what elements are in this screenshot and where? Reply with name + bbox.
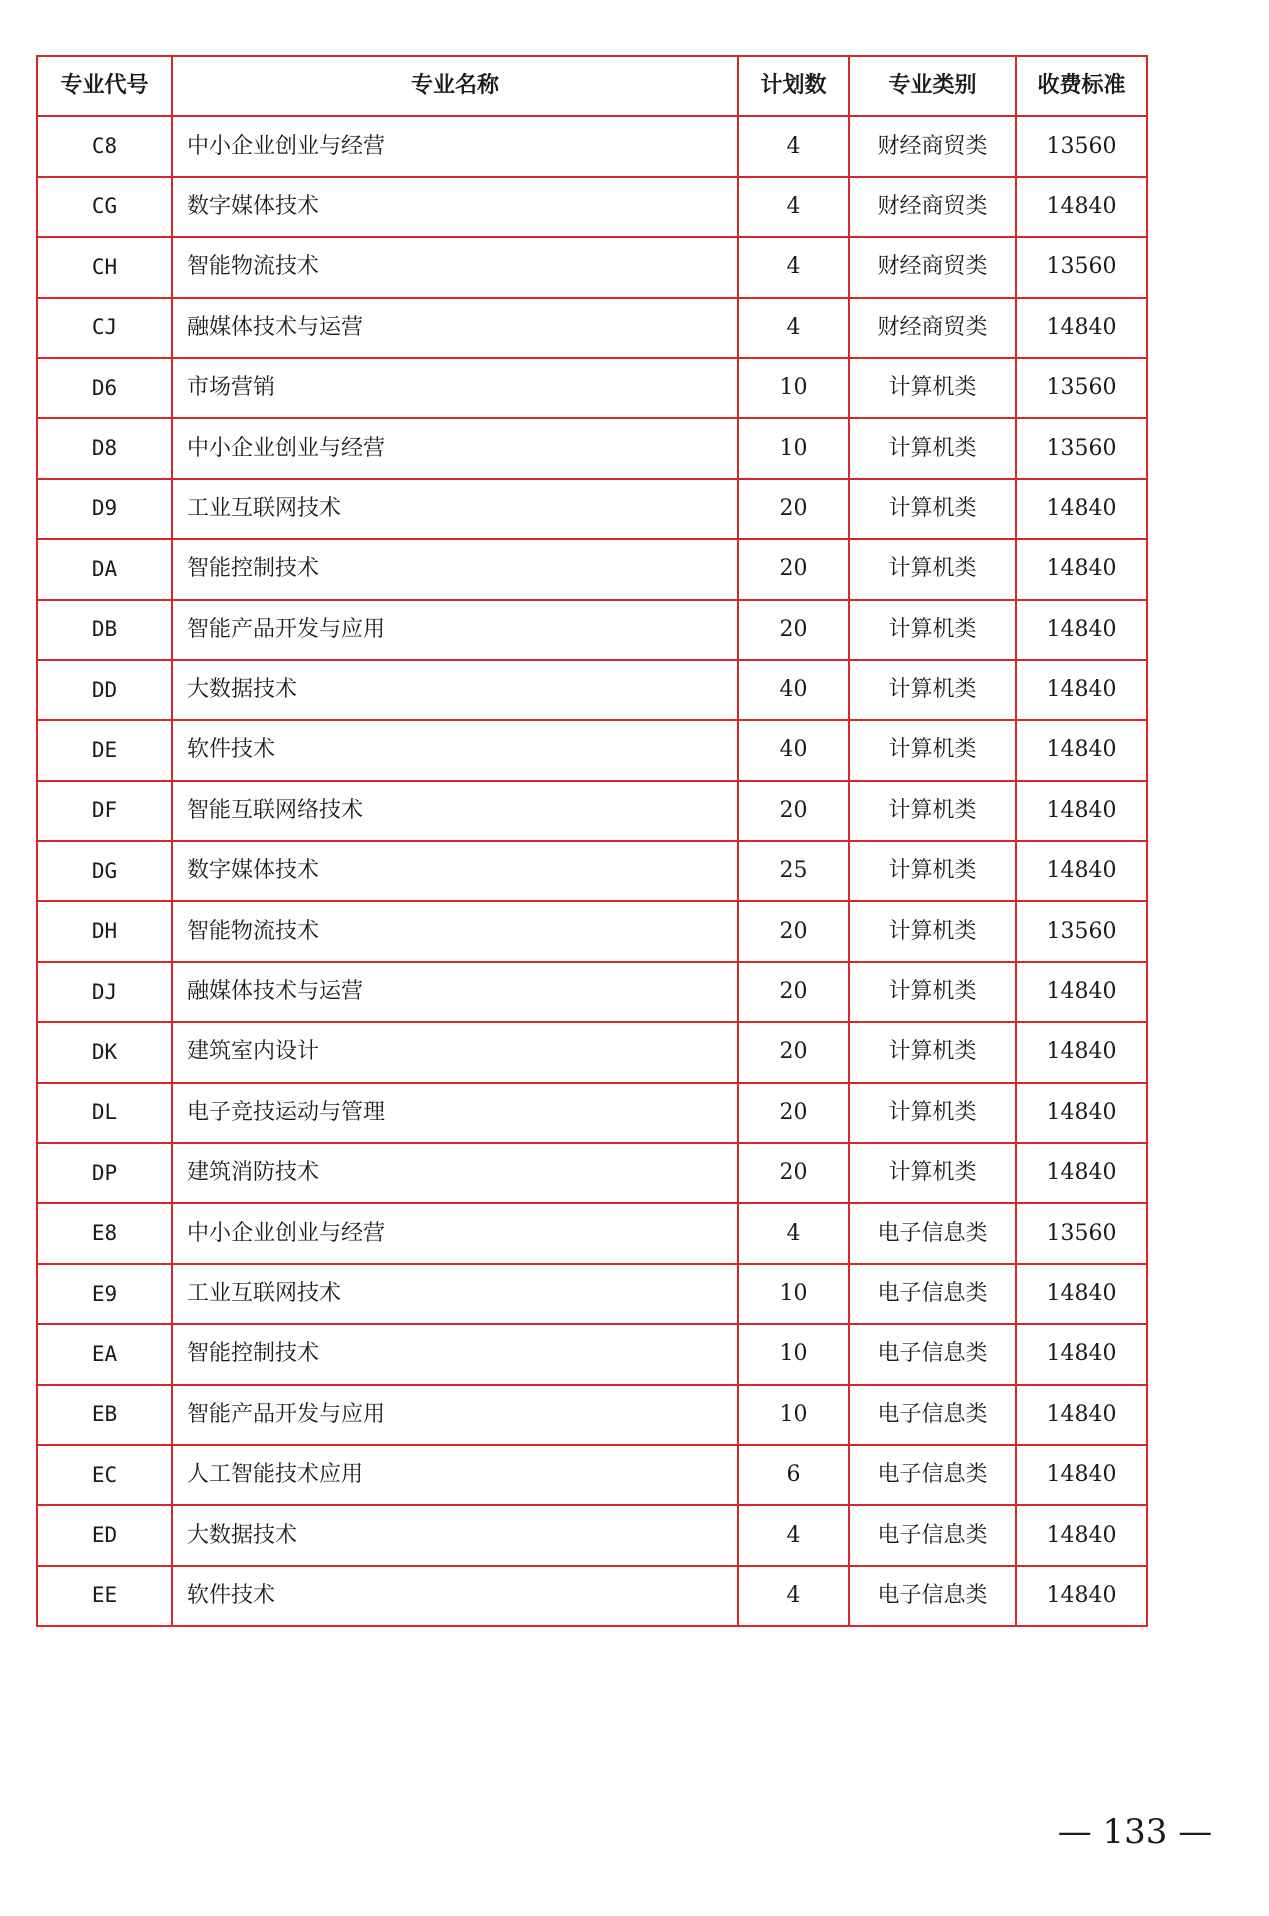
table-row bbox=[37, 600, 1147, 660]
cell-plan: 40 bbox=[738, 660, 849, 720]
cell-name: 市场营销 bbox=[172, 358, 738, 418]
header-plan: 计划数 bbox=[738, 56, 849, 116]
cell-name: 融媒体技术与运营 bbox=[172, 962, 738, 1022]
cell-code: DE bbox=[37, 720, 172, 780]
cell-fee: 13560 bbox=[1016, 901, 1147, 961]
cell-category: 计算机类 bbox=[849, 1022, 1016, 1082]
cell-fee: 14840 bbox=[1016, 1445, 1147, 1505]
cell-category: 电子信息类 bbox=[849, 1385, 1016, 1445]
cell-category: 计算机类 bbox=[849, 479, 1016, 539]
cell-name: 软件技术 bbox=[172, 720, 738, 780]
cell-code: DG bbox=[37, 841, 172, 901]
cell-name: 软件技术 bbox=[172, 1566, 738, 1626]
cell-category: 电子信息类 bbox=[849, 1203, 1016, 1263]
cell-fee: 14840 bbox=[1016, 1385, 1147, 1445]
cell-category: 电子信息类 bbox=[849, 1505, 1016, 1565]
cell-code: DL bbox=[37, 1083, 172, 1143]
cell-plan: 10 bbox=[738, 1324, 849, 1384]
cell-plan: 20 bbox=[738, 1022, 849, 1082]
cell-plan: 20 bbox=[738, 962, 849, 1022]
cell-name: 融媒体技术与运营 bbox=[172, 298, 738, 358]
table-body bbox=[37, 116, 1147, 1626]
cell-plan: 4 bbox=[738, 1203, 849, 1263]
cell-category: 计算机类 bbox=[849, 841, 1016, 901]
cell-plan: 40 bbox=[738, 720, 849, 780]
cell-category: 财经商贸类 bbox=[849, 116, 1016, 176]
cell-name: 大数据技术 bbox=[172, 1505, 738, 1565]
cell-category: 计算机类 bbox=[849, 901, 1016, 961]
cell-fee: 14840 bbox=[1016, 1264, 1147, 1324]
page-number: — 133 — bbox=[1057, 1812, 1213, 1852]
cell-name: 建筑室内设计 bbox=[172, 1022, 738, 1082]
cell-name: 工业互联网技术 bbox=[172, 1264, 738, 1324]
cell-plan: 10 bbox=[738, 418, 849, 478]
cell-name: 电子竞技运动与管理 bbox=[172, 1083, 738, 1143]
cell-fee: 14840 bbox=[1016, 1505, 1147, 1565]
cell-code: DD bbox=[37, 660, 172, 720]
cell-fee: 13560 bbox=[1016, 237, 1147, 297]
cell-fee: 14840 bbox=[1016, 479, 1147, 539]
table-row bbox=[37, 358, 1147, 418]
cell-plan: 20 bbox=[738, 600, 849, 660]
table-row bbox=[37, 901, 1147, 961]
cell-code: CJ bbox=[37, 298, 172, 358]
cell-category: 计算机类 bbox=[849, 962, 1016, 1022]
cell-name: 中小企业创业与经营 bbox=[172, 116, 738, 176]
table-row bbox=[37, 1083, 1147, 1143]
table-row bbox=[37, 479, 1147, 539]
table-row bbox=[37, 1143, 1147, 1203]
cell-name: 智能产品开发与应用 bbox=[172, 1385, 738, 1445]
cell-plan: 20 bbox=[738, 539, 849, 599]
table-row bbox=[37, 298, 1147, 358]
cell-code: E8 bbox=[37, 1203, 172, 1263]
cell-fee: 13560 bbox=[1016, 358, 1147, 418]
cell-category: 计算机类 bbox=[849, 358, 1016, 418]
table-row bbox=[37, 781, 1147, 841]
cell-fee: 13560 bbox=[1016, 1203, 1147, 1263]
cell-category: 财经商贸类 bbox=[849, 237, 1016, 297]
cell-fee: 13560 bbox=[1016, 116, 1147, 176]
cell-category: 计算机类 bbox=[849, 1143, 1016, 1203]
cell-category: 电子信息类 bbox=[849, 1324, 1016, 1384]
cell-plan: 10 bbox=[738, 1385, 849, 1445]
cell-name: 智能控制技术 bbox=[172, 539, 738, 599]
cell-name: 智能物流技术 bbox=[172, 901, 738, 961]
cell-plan: 25 bbox=[738, 841, 849, 901]
cell-category: 电子信息类 bbox=[849, 1264, 1016, 1324]
table-row bbox=[37, 116, 1147, 176]
table-row bbox=[37, 1022, 1147, 1082]
cell-code: DB bbox=[37, 600, 172, 660]
table-row bbox=[37, 1566, 1147, 1626]
cell-plan: 4 bbox=[738, 1505, 849, 1565]
cell-fee: 14840 bbox=[1016, 660, 1147, 720]
cell-name: 人工智能技术应用 bbox=[172, 1445, 738, 1505]
cell-code: ED bbox=[37, 1505, 172, 1565]
header-row bbox=[37, 56, 1147, 116]
cell-code: EB bbox=[37, 1385, 172, 1445]
cell-fee: 14840 bbox=[1016, 841, 1147, 901]
cell-code: EC bbox=[37, 1445, 172, 1505]
cell-code: EE bbox=[37, 1566, 172, 1626]
cell-category: 计算机类 bbox=[849, 600, 1016, 660]
cell-fee: 14840 bbox=[1016, 1143, 1147, 1203]
cell-code: EA bbox=[37, 1324, 172, 1384]
cell-plan: 4 bbox=[738, 116, 849, 176]
cell-fee: 14840 bbox=[1016, 600, 1147, 660]
cell-fee: 14840 bbox=[1016, 1566, 1147, 1626]
cell-plan: 4 bbox=[738, 1566, 849, 1626]
cell-code: D9 bbox=[37, 479, 172, 539]
cell-code: DF bbox=[37, 781, 172, 841]
cell-fee: 14840 bbox=[1016, 1083, 1147, 1143]
cell-plan: 6 bbox=[738, 1445, 849, 1505]
cell-plan: 10 bbox=[738, 358, 849, 418]
cell-plan: 20 bbox=[738, 1143, 849, 1203]
cell-fee: 14840 bbox=[1016, 177, 1147, 237]
cell-code: CH bbox=[37, 237, 172, 297]
table-header bbox=[37, 56, 1147, 116]
cell-name: 中小企业创业与经营 bbox=[172, 1203, 738, 1263]
cell-category: 电子信息类 bbox=[849, 1566, 1016, 1626]
cell-fee: 14840 bbox=[1016, 1022, 1147, 1082]
cell-plan: 20 bbox=[738, 479, 849, 539]
table-row bbox=[37, 1324, 1147, 1384]
table-row bbox=[37, 841, 1147, 901]
header-category: 专业类别 bbox=[849, 56, 1016, 116]
cell-code: DK bbox=[37, 1022, 172, 1082]
cell-category: 计算机类 bbox=[849, 539, 1016, 599]
table-row bbox=[37, 660, 1147, 720]
cell-name: 智能互联网络技术 bbox=[172, 781, 738, 841]
cell-code: D6 bbox=[37, 358, 172, 418]
table-row bbox=[37, 720, 1147, 780]
cell-name: 智能物流技术 bbox=[172, 237, 738, 297]
table-row bbox=[37, 418, 1147, 478]
cell-fee: 14840 bbox=[1016, 781, 1147, 841]
cell-category: 计算机类 bbox=[849, 1083, 1016, 1143]
header-name: 专业名称 bbox=[172, 56, 738, 116]
cell-category: 电子信息类 bbox=[849, 1445, 1016, 1505]
table-row bbox=[37, 1264, 1147, 1324]
table-row bbox=[37, 1203, 1147, 1263]
cell-name: 智能控制技术 bbox=[172, 1324, 738, 1384]
cell-fee: 14840 bbox=[1016, 1324, 1147, 1384]
cell-code: DJ bbox=[37, 962, 172, 1022]
cell-name: 工业互联网技术 bbox=[172, 479, 738, 539]
cell-category: 计算机类 bbox=[849, 781, 1016, 841]
cell-category: 财经商贸类 bbox=[849, 298, 1016, 358]
cell-plan: 4 bbox=[738, 298, 849, 358]
table-row bbox=[37, 1385, 1147, 1445]
cell-fee: 14840 bbox=[1016, 720, 1147, 780]
cell-plan: 20 bbox=[738, 901, 849, 961]
cell-code: C8 bbox=[37, 116, 172, 176]
table-row bbox=[37, 539, 1147, 599]
cell-category: 计算机类 bbox=[849, 418, 1016, 478]
cell-plan: 4 bbox=[738, 177, 849, 237]
cell-code: E9 bbox=[37, 1264, 172, 1324]
cell-category: 计算机类 bbox=[849, 660, 1016, 720]
table-row bbox=[37, 962, 1147, 1022]
table-row bbox=[37, 1445, 1147, 1505]
cell-code: DA bbox=[37, 539, 172, 599]
header-fee: 收费标准 bbox=[1016, 56, 1147, 116]
cell-plan: 10 bbox=[738, 1264, 849, 1324]
cell-fee: 13560 bbox=[1016, 418, 1147, 478]
cell-fee: 14840 bbox=[1016, 962, 1147, 1022]
cell-fee: 14840 bbox=[1016, 298, 1147, 358]
cell-code: DH bbox=[37, 901, 172, 961]
cell-name: 大数据技术 bbox=[172, 660, 738, 720]
majors-table bbox=[36, 55, 1148, 1627]
cell-category: 计算机类 bbox=[849, 720, 1016, 780]
cell-fee: 14840 bbox=[1016, 539, 1147, 599]
cell-category: 财经商贸类 bbox=[849, 177, 1016, 237]
cell-name: 建筑消防技术 bbox=[172, 1143, 738, 1203]
table-row bbox=[37, 237, 1147, 297]
table-row bbox=[37, 1505, 1147, 1565]
table-row bbox=[37, 177, 1147, 237]
cell-plan: 4 bbox=[738, 237, 849, 297]
cell-name: 智能产品开发与应用 bbox=[172, 600, 738, 660]
cell-code: CG bbox=[37, 177, 172, 237]
cell-plan: 20 bbox=[738, 781, 849, 841]
cell-plan: 20 bbox=[738, 1083, 849, 1143]
cell-name: 中小企业创业与经营 bbox=[172, 418, 738, 478]
cell-code: D8 bbox=[37, 418, 172, 478]
header-code: 专业代号 bbox=[37, 56, 172, 116]
cell-code: DP bbox=[37, 1143, 172, 1203]
cell-name: 数字媒体技术 bbox=[172, 841, 738, 901]
cell-name: 数字媒体技术 bbox=[172, 177, 738, 237]
majors-table-container bbox=[36, 55, 1146, 1627]
